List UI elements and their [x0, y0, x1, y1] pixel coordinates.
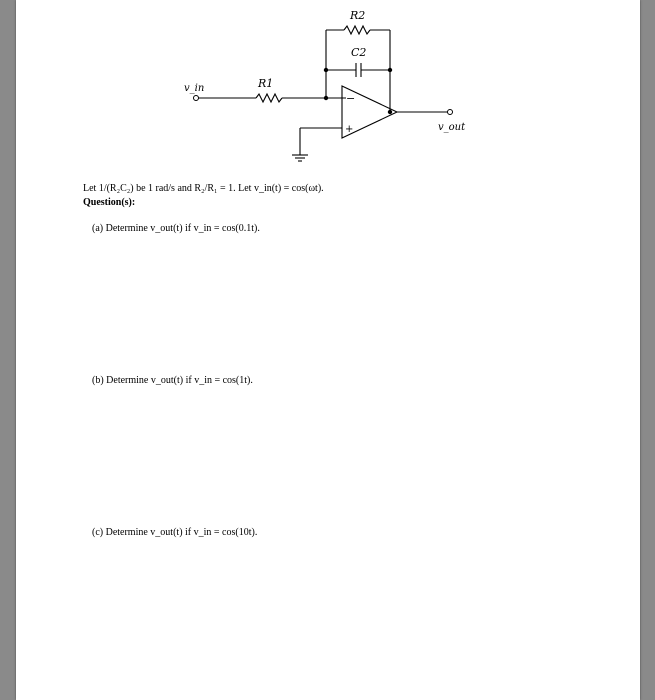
node-dot [388, 68, 392, 72]
node-dot [388, 110, 392, 114]
noninverting-input-sign: + [345, 124, 354, 135]
r1-label: R1 [258, 77, 274, 90]
problem-statement: Let 1/(R₂C₂) be 1 rad/s and R₂/R₁ = 1. Let v_in(t) = cos(ωt). [83, 183, 324, 194]
r2-resistor [344, 26, 370, 34]
document-page [16, 0, 640, 700]
question-part-b: (b) Determine v_out(t) if v_in = cos(1t). [92, 375, 253, 386]
r1-resistor [256, 94, 282, 102]
inverting-input-sign: − [346, 92, 356, 105]
node-dot [324, 68, 328, 72]
c2-label: C2 [351, 46, 367, 59]
vout-terminal [448, 110, 453, 115]
op-amp-integrator-circuit [16, 0, 640, 180]
vin-terminal [194, 96, 199, 101]
questions-header: Question(s): [83, 197, 136, 208]
vout-label: v_out [438, 122, 466, 133]
r2-label: R2 [350, 9, 366, 22]
node-dot [324, 96, 328, 100]
question-part-c: (c) Determine v_out(t) if v_in = cos(10t). [92, 527, 258, 538]
vin-label: v_in [184, 83, 205, 94]
question-part-a: (a) Determine v_out(t) if v_in = cos(0.1t). [92, 223, 260, 234]
